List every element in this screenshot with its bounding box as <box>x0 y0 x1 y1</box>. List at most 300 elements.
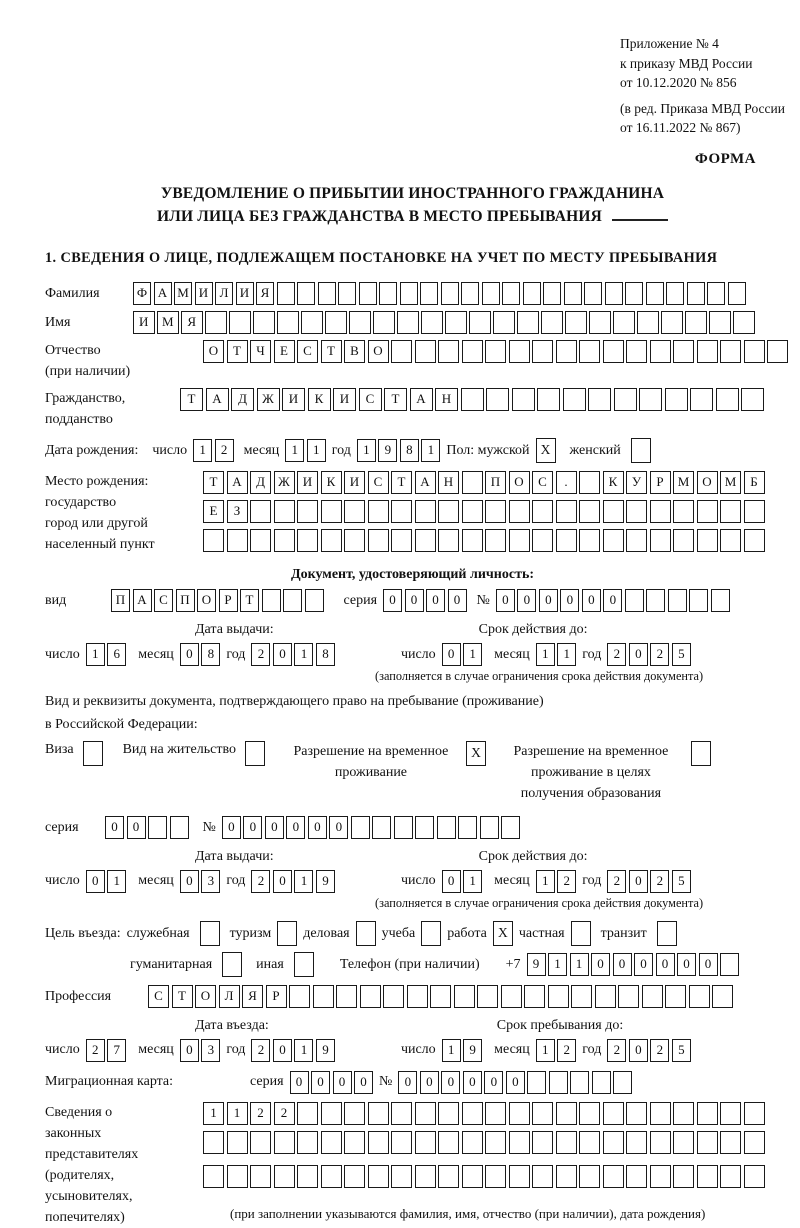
char-cell[interactable] <box>697 500 718 523</box>
char-cell[interactable]: А <box>206 388 229 411</box>
char-cell[interactable]: М <box>673 471 694 494</box>
char-cell[interactable] <box>532 1165 553 1188</box>
char-cell[interactable] <box>720 1102 741 1125</box>
char-cell[interactable]: 1 <box>107 870 126 893</box>
char-cell[interactable]: 0 <box>442 870 461 893</box>
char-cell[interactable] <box>283 589 302 612</box>
char-cell[interactable]: А <box>154 282 172 305</box>
char-cell[interactable]: 0 <box>677 953 696 976</box>
char-cell[interactable] <box>523 282 541 305</box>
identity-issue-month-cells[interactable] <box>180 643 221 666</box>
char-cell[interactable]: Т <box>180 388 203 411</box>
char-cell[interactable] <box>614 388 637 411</box>
char-cell[interactable]: 0 <box>333 1071 352 1094</box>
char-cell[interactable] <box>685 311 707 334</box>
char-cell[interactable] <box>336 985 357 1008</box>
char-cell[interactable]: А <box>227 471 248 494</box>
char-cell[interactable] <box>579 1102 600 1125</box>
char-cell[interactable]: И <box>133 311 155 334</box>
char-cell[interactable]: Я <box>256 282 274 305</box>
char-cell[interactable] <box>532 1131 553 1154</box>
char-cell[interactable]: 0 <box>629 643 648 666</box>
char-cell[interactable]: И <box>282 388 305 411</box>
char-cell[interactable]: А <box>410 388 433 411</box>
char-cell[interactable]: 0 <box>426 589 445 612</box>
char-cell[interactable] <box>485 500 506 523</box>
char-cell[interactable]: П <box>111 589 130 612</box>
option-temp-residence-checkbox[interactable]: X <box>466 741 486 766</box>
char-cell[interactable] <box>462 1131 483 1154</box>
char-cell[interactable] <box>227 529 248 552</box>
char-cell[interactable] <box>277 311 299 334</box>
char-cell[interactable]: 3 <box>201 870 220 893</box>
char-cell[interactable] <box>253 311 275 334</box>
char-cell[interactable]: 2 <box>650 1039 669 1062</box>
char-cell[interactable] <box>605 282 623 305</box>
char-cell[interactable]: 0 <box>463 1071 482 1094</box>
stay-year-cells[interactable] <box>607 1039 691 1062</box>
char-cell[interactable] <box>458 816 477 839</box>
char-cell[interactable] <box>170 816 189 839</box>
char-cell[interactable] <box>344 500 365 523</box>
char-cell[interactable]: 2 <box>557 1039 576 1062</box>
char-cell[interactable] <box>485 1102 506 1125</box>
char-cell[interactable]: 0 <box>539 589 558 612</box>
char-cell[interactable] <box>690 388 713 411</box>
char-cell[interactable] <box>391 1102 412 1125</box>
char-cell[interactable] <box>673 1131 694 1154</box>
char-cell[interactable] <box>373 311 395 334</box>
char-cell[interactable] <box>462 1165 483 1188</box>
surname-cells[interactable] <box>133 282 746 305</box>
char-cell[interactable] <box>603 529 624 552</box>
char-cell[interactable]: Ф <box>133 282 151 305</box>
char-cell[interactable] <box>532 500 553 523</box>
residence-number-cells[interactable] <box>222 816 521 839</box>
char-cell[interactable] <box>556 340 577 363</box>
char-cell[interactable]: Л <box>215 282 233 305</box>
char-cell[interactable] <box>579 471 600 494</box>
char-cell[interactable]: Р <box>219 589 238 612</box>
char-cell[interactable] <box>250 500 271 523</box>
option-residence-permit-checkbox[interactable] <box>245 741 265 766</box>
char-cell[interactable]: И <box>333 388 356 411</box>
char-cell[interactable]: Б <box>744 471 765 494</box>
char-cell[interactable]: 0 <box>180 643 199 666</box>
char-cell[interactable]: И <box>195 282 213 305</box>
char-cell[interactable]: 0 <box>273 870 292 893</box>
title-blank-line[interactable] <box>612 205 668 221</box>
char-cell[interactable] <box>744 500 765 523</box>
char-cell[interactable] <box>462 529 483 552</box>
char-cell[interactable] <box>720 953 739 976</box>
char-cell[interactable] <box>650 529 671 552</box>
char-cell[interactable] <box>250 1131 271 1154</box>
char-cell[interactable]: О <box>509 471 530 494</box>
char-cell[interactable] <box>509 500 530 523</box>
char-cell[interactable] <box>394 816 413 839</box>
char-cell[interactable]: Т <box>384 388 407 411</box>
char-cell[interactable] <box>603 1165 624 1188</box>
char-cell[interactable]: С <box>532 471 553 494</box>
char-cell[interactable]: 0 <box>517 589 536 612</box>
doc-series-cells[interactable] <box>383 589 467 612</box>
char-cell[interactable] <box>613 311 635 334</box>
char-cell[interactable] <box>437 816 456 839</box>
char-cell[interactable]: А <box>415 471 436 494</box>
char-cell[interactable] <box>613 1071 632 1094</box>
char-cell[interactable]: Е <box>274 340 295 363</box>
purpose-official-checkbox[interactable] <box>200 921 220 946</box>
char-cell[interactable]: 1 <box>294 643 313 666</box>
char-cell[interactable] <box>579 529 600 552</box>
char-cell[interactable]: 9 <box>463 1039 482 1062</box>
char-cell[interactable] <box>626 1165 647 1188</box>
char-cell[interactable] <box>603 500 624 523</box>
char-cell[interactable]: Т <box>391 471 412 494</box>
char-cell[interactable] <box>297 282 315 305</box>
char-cell[interactable]: 9 <box>378 439 397 462</box>
birth-year-cells[interactable] <box>357 439 441 462</box>
char-cell[interactable] <box>250 1165 271 1188</box>
char-cell[interactable]: 8 <box>316 643 335 666</box>
identity-expiry-day-cells[interactable] <box>442 643 483 666</box>
char-cell[interactable] <box>650 1165 671 1188</box>
char-cell[interactable] <box>203 1131 224 1154</box>
option-visa-checkbox[interactable] <box>83 741 103 766</box>
char-cell[interactable] <box>485 1131 506 1154</box>
char-cell[interactable] <box>673 500 694 523</box>
char-cell[interactable] <box>626 340 647 363</box>
char-cell[interactable] <box>415 1131 436 1154</box>
char-cell[interactable] <box>603 1131 624 1154</box>
char-cell[interactable] <box>318 282 336 305</box>
char-cell[interactable] <box>462 500 483 523</box>
char-cell[interactable]: С <box>368 471 389 494</box>
char-cell[interactable]: И <box>344 471 365 494</box>
char-cell[interactable]: 2 <box>274 1102 295 1125</box>
char-cell[interactable] <box>368 529 389 552</box>
profession-cells[interactable] <box>148 985 733 1008</box>
char-cell[interactable] <box>733 311 755 334</box>
char-cell[interactable] <box>305 589 324 612</box>
patronymic-cells[interactable] <box>203 340 788 363</box>
char-cell[interactable]: О <box>197 589 216 612</box>
char-cell[interactable]: 0 <box>484 1071 503 1094</box>
char-cell[interactable]: 1 <box>294 870 313 893</box>
char-cell[interactable]: 0 <box>506 1071 525 1094</box>
char-cell[interactable]: К <box>308 388 331 411</box>
char-cell[interactable] <box>391 1165 412 1188</box>
char-cell[interactable] <box>720 529 741 552</box>
char-cell[interactable] <box>368 1131 389 1154</box>
char-cell[interactable] <box>509 529 530 552</box>
char-cell[interactable]: 9 <box>316 1039 335 1062</box>
sex-male-checkbox[interactable]: X <box>536 438 556 463</box>
name-cells[interactable] <box>133 311 755 334</box>
char-cell[interactable] <box>441 282 459 305</box>
char-cell[interactable]: 1 <box>548 953 567 976</box>
char-cell[interactable]: 0 <box>603 589 622 612</box>
char-cell[interactable] <box>673 1102 694 1125</box>
option-temp-residence-education-checkbox[interactable] <box>691 741 711 766</box>
char-cell[interactable]: 0 <box>180 870 199 893</box>
char-cell[interactable] <box>461 388 484 411</box>
char-cell[interactable] <box>397 311 419 334</box>
birth-month-cells[interactable] <box>285 439 326 462</box>
char-cell[interactable] <box>391 1131 412 1154</box>
char-cell[interactable] <box>485 340 506 363</box>
char-cell[interactable]: Ж <box>274 471 295 494</box>
char-cell[interactable]: С <box>154 589 173 612</box>
char-cell[interactable]: 1 <box>570 953 589 976</box>
char-cell[interactable] <box>407 985 428 1008</box>
char-cell[interactable] <box>438 340 459 363</box>
char-cell[interactable] <box>297 500 318 523</box>
char-cell[interactable] <box>592 1071 611 1094</box>
char-cell[interactable] <box>541 311 563 334</box>
char-cell[interactable] <box>415 816 434 839</box>
char-cell[interactable]: 1 <box>536 643 555 666</box>
char-cell[interactable] <box>689 985 710 1008</box>
char-cell[interactable]: 0 <box>582 589 601 612</box>
entry-year-cells[interactable] <box>251 1039 335 1062</box>
char-cell[interactable] <box>325 311 347 334</box>
char-cell[interactable] <box>344 529 365 552</box>
char-cell[interactable] <box>501 985 522 1008</box>
purpose-work-checkbox[interactable]: X <box>493 921 513 946</box>
char-cell[interactable]: 9 <box>316 870 335 893</box>
char-cell[interactable] <box>626 529 647 552</box>
char-cell[interactable]: 2 <box>250 1102 271 1125</box>
identity-issue-year-cells[interactable] <box>251 643 335 666</box>
residence-issue-day-cells[interactable] <box>86 870 127 893</box>
char-cell[interactable]: 0 <box>591 953 610 976</box>
char-cell[interactable] <box>289 985 310 1008</box>
char-cell[interactable]: 5 <box>672 870 691 893</box>
char-cell[interactable]: З <box>227 500 248 523</box>
char-cell[interactable]: И <box>297 471 318 494</box>
char-cell[interactable]: 0 <box>560 589 579 612</box>
char-cell[interactable] <box>711 589 730 612</box>
char-cell[interactable]: 1 <box>463 870 482 893</box>
residence-expiry-month-cells[interactable] <box>536 870 577 893</box>
char-cell[interactable] <box>321 1102 342 1125</box>
char-cell[interactable]: Н <box>435 388 458 411</box>
representatives-cells-row3[interactable] <box>203 1165 765 1188</box>
char-cell[interactable] <box>556 500 577 523</box>
char-cell[interactable]: 0 <box>265 816 284 839</box>
char-cell[interactable] <box>438 1165 459 1188</box>
char-cell[interactable] <box>359 282 377 305</box>
char-cell[interactable] <box>438 529 459 552</box>
char-cell[interactable]: Т <box>172 985 193 1008</box>
char-cell[interactable]: 0 <box>273 643 292 666</box>
char-cell[interactable] <box>639 388 662 411</box>
char-cell[interactable] <box>668 589 687 612</box>
char-cell[interactable]: 2 <box>650 643 669 666</box>
char-cell[interactable]: Ж <box>257 388 280 411</box>
char-cell[interactable]: 0 <box>290 1071 309 1094</box>
char-cell[interactable]: 1 <box>294 1039 313 1062</box>
identity-expiry-month-cells[interactable] <box>536 643 577 666</box>
char-cell[interactable] <box>564 282 582 305</box>
char-cell[interactable]: 0 <box>243 816 262 839</box>
char-cell[interactable] <box>509 1165 530 1188</box>
char-cell[interactable] <box>625 282 643 305</box>
char-cell[interactable]: О <box>203 340 224 363</box>
char-cell[interactable]: Н <box>438 471 459 494</box>
char-cell[interactable] <box>687 282 705 305</box>
char-cell[interactable]: О <box>195 985 216 1008</box>
char-cell[interactable] <box>274 1131 295 1154</box>
char-cell[interactable] <box>485 529 506 552</box>
char-cell[interactable] <box>454 985 475 1008</box>
char-cell[interactable] <box>368 1165 389 1188</box>
char-cell[interactable]: 1 <box>463 643 482 666</box>
char-cell[interactable]: 9 <box>527 953 546 976</box>
char-cell[interactable]: С <box>148 985 169 1008</box>
char-cell[interactable] <box>712 985 733 1008</box>
char-cell[interactable] <box>338 282 356 305</box>
char-cell[interactable] <box>486 388 509 411</box>
char-cell[interactable] <box>728 282 746 305</box>
char-cell[interactable] <box>344 1165 365 1188</box>
char-cell[interactable]: 1 <box>421 439 440 462</box>
stay-day-cells[interactable] <box>442 1039 483 1062</box>
residence-issue-month-cells[interactable] <box>180 870 221 893</box>
char-cell[interactable] <box>579 500 600 523</box>
char-cell[interactable]: 1 <box>227 1102 248 1125</box>
char-cell[interactable] <box>744 529 765 552</box>
char-cell[interactable] <box>646 589 665 612</box>
char-cell[interactable]: М <box>157 311 179 334</box>
char-cell[interactable] <box>650 340 671 363</box>
char-cell[interactable] <box>650 1102 671 1125</box>
char-cell[interactable] <box>527 1071 546 1094</box>
char-cell[interactable]: 0 <box>629 870 648 893</box>
char-cell[interactable]: 0 <box>354 1071 373 1094</box>
char-cell[interactable] <box>301 311 323 334</box>
char-cell[interactable]: Т <box>227 340 248 363</box>
char-cell[interactable]: В <box>344 340 365 363</box>
doc-type-cells[interactable] <box>111 589 324 612</box>
char-cell[interactable]: 2 <box>607 643 626 666</box>
char-cell[interactable]: О <box>697 471 718 494</box>
char-cell[interactable]: 8 <box>201 643 220 666</box>
char-cell[interactable] <box>277 282 295 305</box>
char-cell[interactable] <box>666 282 684 305</box>
char-cell[interactable] <box>344 1131 365 1154</box>
char-cell[interactable] <box>509 340 530 363</box>
char-cell[interactable] <box>462 471 483 494</box>
char-cell[interactable] <box>744 1165 765 1188</box>
char-cell[interactable] <box>626 1131 647 1154</box>
stay-month-cells[interactable] <box>536 1039 577 1062</box>
char-cell[interactable] <box>697 1165 718 1188</box>
char-cell[interactable] <box>625 589 644 612</box>
char-cell[interactable]: 1 <box>442 1039 461 1062</box>
char-cell[interactable]: О <box>368 340 389 363</box>
char-cell[interactable] <box>697 340 718 363</box>
char-cell[interactable] <box>360 985 381 1008</box>
char-cell[interactable] <box>297 1131 318 1154</box>
char-cell[interactable] <box>205 311 227 334</box>
char-cell[interactable]: 5 <box>672 1039 691 1062</box>
char-cell[interactable]: 0 <box>496 589 515 612</box>
char-cell[interactable]: Я <box>242 985 263 1008</box>
char-cell[interactable]: К <box>603 471 624 494</box>
char-cell[interactable] <box>420 282 438 305</box>
char-cell[interactable] <box>512 388 535 411</box>
identity-expiry-year-cells[interactable] <box>607 643 691 666</box>
char-cell[interactable] <box>579 1131 600 1154</box>
char-cell[interactable] <box>297 529 318 552</box>
char-cell[interactable]: 6 <box>107 643 126 666</box>
char-cell[interactable]: 0 <box>634 953 653 976</box>
char-cell[interactable]: 2 <box>86 1039 105 1062</box>
char-cell[interactable] <box>274 529 295 552</box>
char-cell[interactable] <box>297 1165 318 1188</box>
doc-number-cells[interactable] <box>496 589 730 612</box>
char-cell[interactable] <box>391 340 412 363</box>
char-cell[interactable]: Р <box>650 471 671 494</box>
char-cell[interactable]: Е <box>203 500 224 523</box>
char-cell[interactable] <box>313 985 334 1008</box>
char-cell[interactable] <box>584 282 602 305</box>
identity-issue-day-cells[interactable] <box>86 643 127 666</box>
char-cell[interactable] <box>482 282 500 305</box>
char-cell[interactable] <box>709 311 731 334</box>
char-cell[interactable] <box>524 985 545 1008</box>
char-cell[interactable] <box>461 282 479 305</box>
char-cell[interactable]: Т <box>240 589 259 612</box>
char-cell[interactable]: 7 <box>107 1039 126 1062</box>
char-cell[interactable] <box>480 816 499 839</box>
char-cell[interactable] <box>462 340 483 363</box>
char-cell[interactable] <box>689 589 708 612</box>
char-cell[interactable] <box>579 1165 600 1188</box>
char-cell[interactable]: 0 <box>656 953 675 976</box>
char-cell[interactable] <box>203 1165 224 1188</box>
char-cell[interactable] <box>227 1131 248 1154</box>
char-cell[interactable] <box>744 1131 765 1154</box>
char-cell[interactable]: 1 <box>536 870 555 893</box>
birth-place-cells-row2[interactable] <box>203 500 765 523</box>
char-cell[interactable] <box>321 1165 342 1188</box>
char-cell[interactable] <box>517 311 539 334</box>
char-cell[interactable] <box>415 500 436 523</box>
char-cell[interactable] <box>618 985 639 1008</box>
char-cell[interactable] <box>415 1165 436 1188</box>
char-cell[interactable] <box>532 1102 553 1125</box>
char-cell[interactable] <box>661 311 683 334</box>
char-cell[interactable] <box>697 1131 718 1154</box>
char-cell[interactable] <box>537 388 560 411</box>
char-cell[interactable]: П <box>485 471 506 494</box>
char-cell[interactable]: 0 <box>629 1039 648 1062</box>
char-cell[interactable]: Я <box>181 311 203 334</box>
char-cell[interactable] <box>321 1131 342 1154</box>
char-cell[interactable]: 0 <box>420 1071 439 1094</box>
char-cell[interactable] <box>509 1131 530 1154</box>
char-cell[interactable]: 2 <box>215 439 234 462</box>
char-cell[interactable] <box>744 340 765 363</box>
char-cell[interactable] <box>744 1102 765 1125</box>
char-cell[interactable] <box>250 529 271 552</box>
char-cell[interactable] <box>716 388 739 411</box>
char-cell[interactable] <box>571 985 592 1008</box>
